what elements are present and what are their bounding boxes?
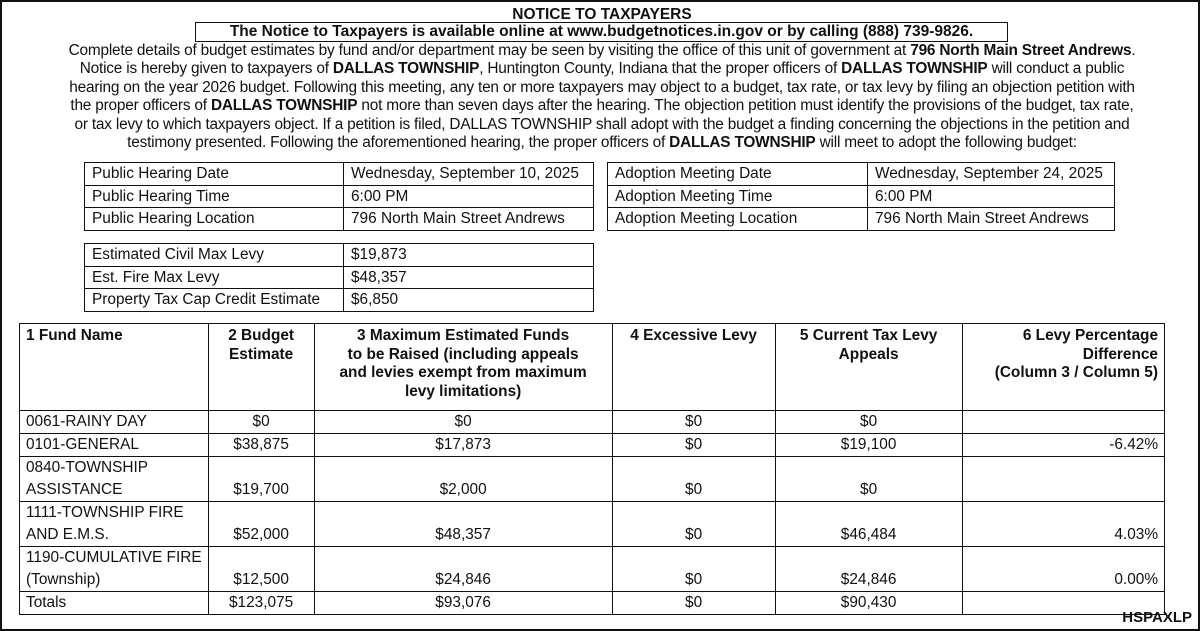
budget-estimate: $38,875	[208, 434, 314, 457]
totals-row	[20, 592, 1165, 615]
township-name: DALLAS TOWNSHIP	[841, 60, 988, 78]
tax-cap-credit: $6,850	[344, 289, 594, 312]
header-line: 6 Levy Percentage	[1022, 327, 1158, 344]
township-name: DALLAS TOWNSHIP	[332, 60, 480, 78]
table-row	[608, 208, 1115, 231]
header-line: 3 Maximum Estimated Funds	[357, 327, 570, 344]
fund-name-line: ASSISTANCE	[26, 481, 123, 498]
col-levy-percentage	[962, 324, 1164, 411]
max-funds: $17,873	[314, 434, 612, 457]
levy-percentage	[962, 457, 1164, 502]
excessive-levy: $0	[612, 434, 775, 457]
notice-title: NOTICE TO TAXPAYERS	[512, 6, 692, 23]
levy-percentage: -6.42%	[962, 434, 1164, 457]
header-line: 5 Current Tax Levy	[799, 327, 938, 344]
intro-text: Complete details of budget estimates by fund and/or department may be seen by visiting the office of this unit of government at	[68, 42, 911, 59]
fund-name	[20, 547, 209, 592]
current-levy: $46,484	[775, 502, 962, 547]
current-levy: $24,846	[775, 547, 962, 592]
label-cell: Est. Fire Max Levy	[85, 266, 344, 289]
label-cell: Adoption Meeting Location	[608, 208, 868, 231]
col-fund-name: 1 Fund Name	[20, 324, 209, 411]
label-cell: Public Hearing Time	[85, 185, 344, 208]
table-row	[85, 185, 594, 208]
intro-text: hearing on the year 2026 budget. Following this meeting, any ten or more taxpayers may object to a budget, tax rate, or tax levy by filing an objection petition with	[69, 78, 1135, 96]
header-line: (Column 3 / Column 5)	[994, 364, 1158, 381]
civil-max-levy: $19,873	[344, 244, 594, 267]
intro-text: .	[1131, 42, 1136, 59]
budget-estimate: $0	[208, 411, 314, 434]
header-line: 2 Budget	[228, 327, 295, 344]
levy-percentage: 0.00%	[962, 547, 1164, 592]
budget-estimate: $19,700	[208, 457, 314, 502]
hearing-location: 796 North Main Street Andrews	[344, 208, 594, 231]
adoption-time: 6:00 PM	[868, 185, 1115, 208]
header-row	[20, 324, 1165, 411]
max-funds: $48,357	[314, 502, 612, 547]
adoption-date: Wednesday, September 24, 2025	[868, 163, 1115, 186]
levy-percentage: 4.03%	[962, 502, 1164, 547]
table-row	[608, 163, 1115, 186]
fund-name-line: 1190-CUMULATIVE FIRE	[26, 549, 202, 566]
fund-name	[20, 457, 209, 502]
table-row	[85, 163, 594, 186]
header-line: Estimate	[229, 345, 294, 363]
total-budget-estimate: $123,075	[208, 592, 314, 615]
hearing-date: Wednesday, September 10, 2025	[344, 163, 594, 186]
fire-max-levy: $48,357	[344, 266, 594, 289]
label-cell: Estimated Civil Max Levy	[85, 244, 344, 267]
fund-name: 0101-GENERAL	[20, 434, 209, 457]
levy-percentage	[962, 411, 1164, 434]
total-excessive-levy: $0	[612, 592, 775, 615]
col-max-funds	[314, 324, 612, 411]
hearing-time: 6:00 PM	[344, 185, 594, 208]
fund-name-line: 1111-TOWNSHIP FIRE	[26, 504, 184, 521]
excessive-levy: $0	[612, 502, 775, 547]
fund-name-line: (Township)	[26, 571, 101, 588]
intro-text: or tax levy to which taxpayers object. If a petition is filed, DALLAS TOWNSHIP shall adopt with the budget a finding concerning the objections in the petition and	[74, 115, 1130, 133]
office-address: 796 North Main Street Andrews	[910, 42, 1132, 59]
current-levy: $0	[775, 411, 962, 434]
ad-code: HSPAXLP	[1122, 609, 1192, 626]
header-line: and levies exempt from maximum	[339, 364, 587, 381]
label-cell: Adoption Meeting Date	[608, 163, 868, 186]
table-row	[85, 289, 594, 312]
current-levy: $19,100	[775, 434, 962, 457]
header-line: Difference	[1082, 345, 1158, 363]
adoption-table	[607, 162, 1115, 231]
intro-text: the proper officers of	[70, 97, 211, 115]
table-row	[85, 208, 594, 231]
header-line: levy limitations)	[404, 382, 522, 400]
adoption-location: 796 North Main Street Andrews	[868, 208, 1115, 231]
max-funds: $0	[314, 411, 612, 434]
excessive-levy: $0	[612, 411, 775, 434]
intro-paragraph	[16, 42, 1188, 152]
township-name: DALLAS TOWNSHIP	[210, 97, 358, 115]
table-row	[20, 411, 1165, 434]
header-line: Appeals	[838, 345, 899, 363]
total-max-funds: $93,076	[314, 592, 612, 615]
label-cell: Property Tax Cap Credit Estimate	[85, 289, 344, 312]
totals-label: Totals	[20, 592, 209, 615]
intro-text: not more than seven days after the hearing. The objection petition must identify the provisions of the budget, tax rate,	[357, 97, 1134, 115]
table-row	[85, 266, 594, 289]
label-cell: Public Hearing Date	[85, 163, 344, 186]
fund-name-line: AND E.M.S.	[26, 526, 109, 543]
current-levy: $0	[775, 457, 962, 502]
col-current-levy	[775, 324, 962, 411]
header-line: to be Raised (including appeals	[347, 345, 579, 363]
intro-text: Notice is hereby given to taxpayers of	[79, 60, 333, 78]
col-excessive-levy: 4 Excessive Levy	[612, 324, 775, 411]
fund-name	[20, 502, 209, 547]
table-row	[20, 434, 1165, 457]
fund-name: 0061-RAINY DAY	[20, 411, 209, 434]
max-funds: $2,000	[314, 457, 612, 502]
max-funds: $24,846	[314, 547, 612, 592]
budget-table	[19, 323, 1165, 615]
intro-text: , Huntington County, Indiana that the proper officers of	[479, 60, 842, 78]
excessive-levy: $0	[612, 547, 775, 592]
fund-name-line: 0840-TOWNSHIP	[26, 459, 149, 476]
intro-text: testimony presented. Following the aforementioned hearing, the proper officers of	[127, 134, 670, 152]
total-current-levy: $90,430	[775, 592, 962, 615]
table-row	[20, 502, 1165, 547]
budget-estimate: $52,000	[208, 502, 314, 547]
hearing-table	[84, 162, 594, 231]
label-cell: Public Hearing Location	[85, 208, 344, 231]
intro-text: will meet to adopt the following budget:	[815, 134, 1077, 152]
online-notice: The Notice to Taxpayers is available online at www.budgetnotices.in.gov or by calling (888) 739-9826.	[195, 22, 1008, 42]
table-row	[85, 244, 594, 267]
intro-text: will conduct a public	[987, 60, 1125, 78]
township-name: DALLAS TOWNSHIP	[669, 134, 816, 152]
table-row	[608, 185, 1115, 208]
table-row	[20, 547, 1165, 592]
label-cell: Adoption Meeting Time	[608, 185, 868, 208]
excessive-levy: $0	[612, 457, 775, 502]
table-row	[20, 457, 1165, 502]
levy-table	[84, 243, 594, 312]
col-budget-estimate	[208, 324, 314, 411]
budget-estimate: $12,500	[208, 547, 314, 592]
